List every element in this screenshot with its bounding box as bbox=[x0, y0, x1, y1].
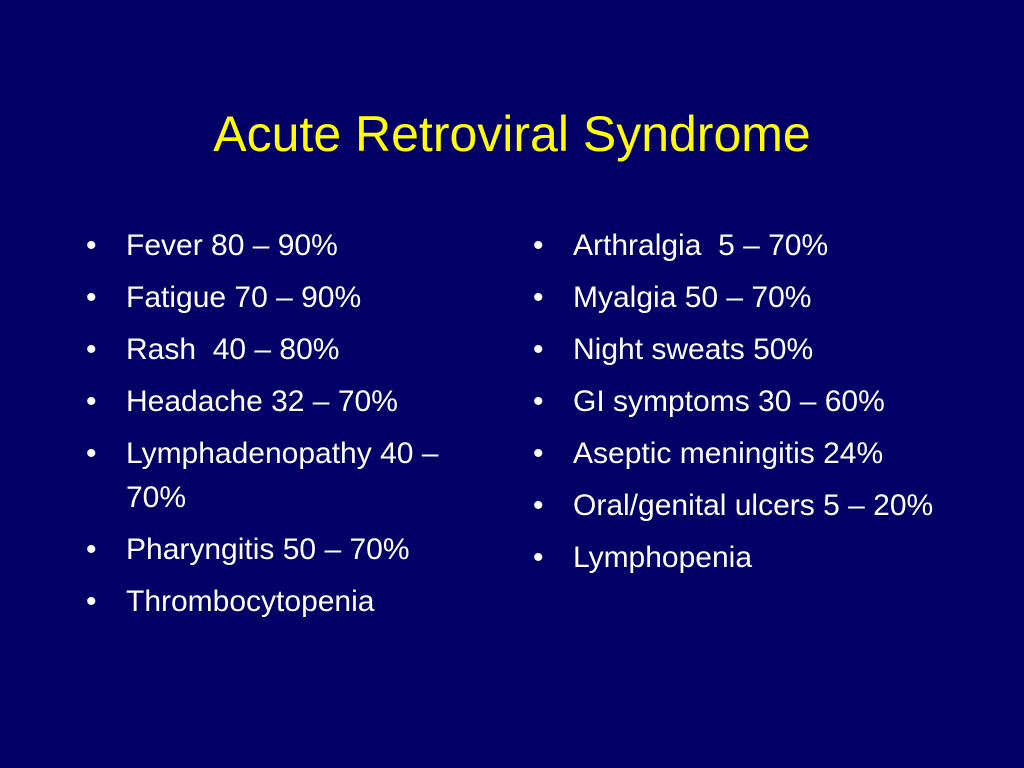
bullet-icon: • bbox=[86, 281, 97, 314]
list-item bbox=[86, 580, 506, 624]
list-item bbox=[86, 224, 506, 268]
list-item-text: Pharyngitis 50 – 70% bbox=[126, 533, 410, 566]
list-item bbox=[533, 276, 953, 320]
list-item bbox=[86, 528, 426, 572]
list-item bbox=[533, 380, 923, 424]
list-item-text: Night sweats 50% bbox=[573, 333, 814, 366]
list-item-text: Thrombocytopenia bbox=[126, 585, 375, 618]
bullet-icon: • bbox=[86, 385, 97, 418]
bullet-icon: • bbox=[533, 437, 544, 470]
list-item-text: Arthralgia 5 – 70% bbox=[573, 229, 829, 262]
slide-title: Acute Retroviral Syndrome bbox=[213, 106, 811, 162]
bullet-icon: • bbox=[86, 437, 97, 470]
list-item bbox=[86, 380, 506, 424]
bullet-icon: • bbox=[533, 229, 544, 262]
list-item bbox=[533, 484, 963, 528]
right-bullet-list bbox=[533, 224, 953, 588]
list-item bbox=[533, 328, 953, 372]
list-item bbox=[86, 432, 506, 520]
bullet-icon: • bbox=[86, 533, 97, 566]
bullet-icon: • bbox=[86, 229, 97, 262]
bullet-icon: • bbox=[533, 385, 544, 418]
list-item-text: Fatigue 70 – 90% bbox=[126, 281, 362, 314]
list-item-text: Myalgia 50 – 70% bbox=[573, 281, 812, 314]
list-item bbox=[533, 536, 953, 580]
list-item-text: Oral/genital ulcers 5 – 20% bbox=[573, 489, 934, 522]
list-item-text: Aseptic meningitis 24% bbox=[573, 437, 884, 470]
bullet-icon: • bbox=[533, 541, 544, 574]
list-item bbox=[533, 224, 953, 268]
list-item-text: Rash 40 – 80% bbox=[126, 333, 340, 366]
bullet-icon: • bbox=[86, 333, 97, 366]
list-item-text: Headache 32 – 70% bbox=[126, 385, 398, 418]
bullet-icon: • bbox=[533, 489, 544, 522]
bullet-icon: • bbox=[533, 281, 544, 314]
bullet-icon: • bbox=[533, 333, 544, 366]
list-item bbox=[533, 432, 943, 476]
list-item bbox=[86, 328, 506, 372]
list-item-text: Fever 80 – 90% bbox=[126, 229, 338, 262]
left-bullet-list bbox=[86, 224, 506, 632]
list-item bbox=[86, 276, 506, 320]
list-item-text: Lymphadenopathy 40 – 70% bbox=[126, 437, 439, 514]
list-item-text: Lymphopenia bbox=[573, 541, 753, 574]
list-item-text: GI symptoms 30 – 60% bbox=[573, 385, 885, 418]
bullet-icon: • bbox=[86, 585, 97, 618]
